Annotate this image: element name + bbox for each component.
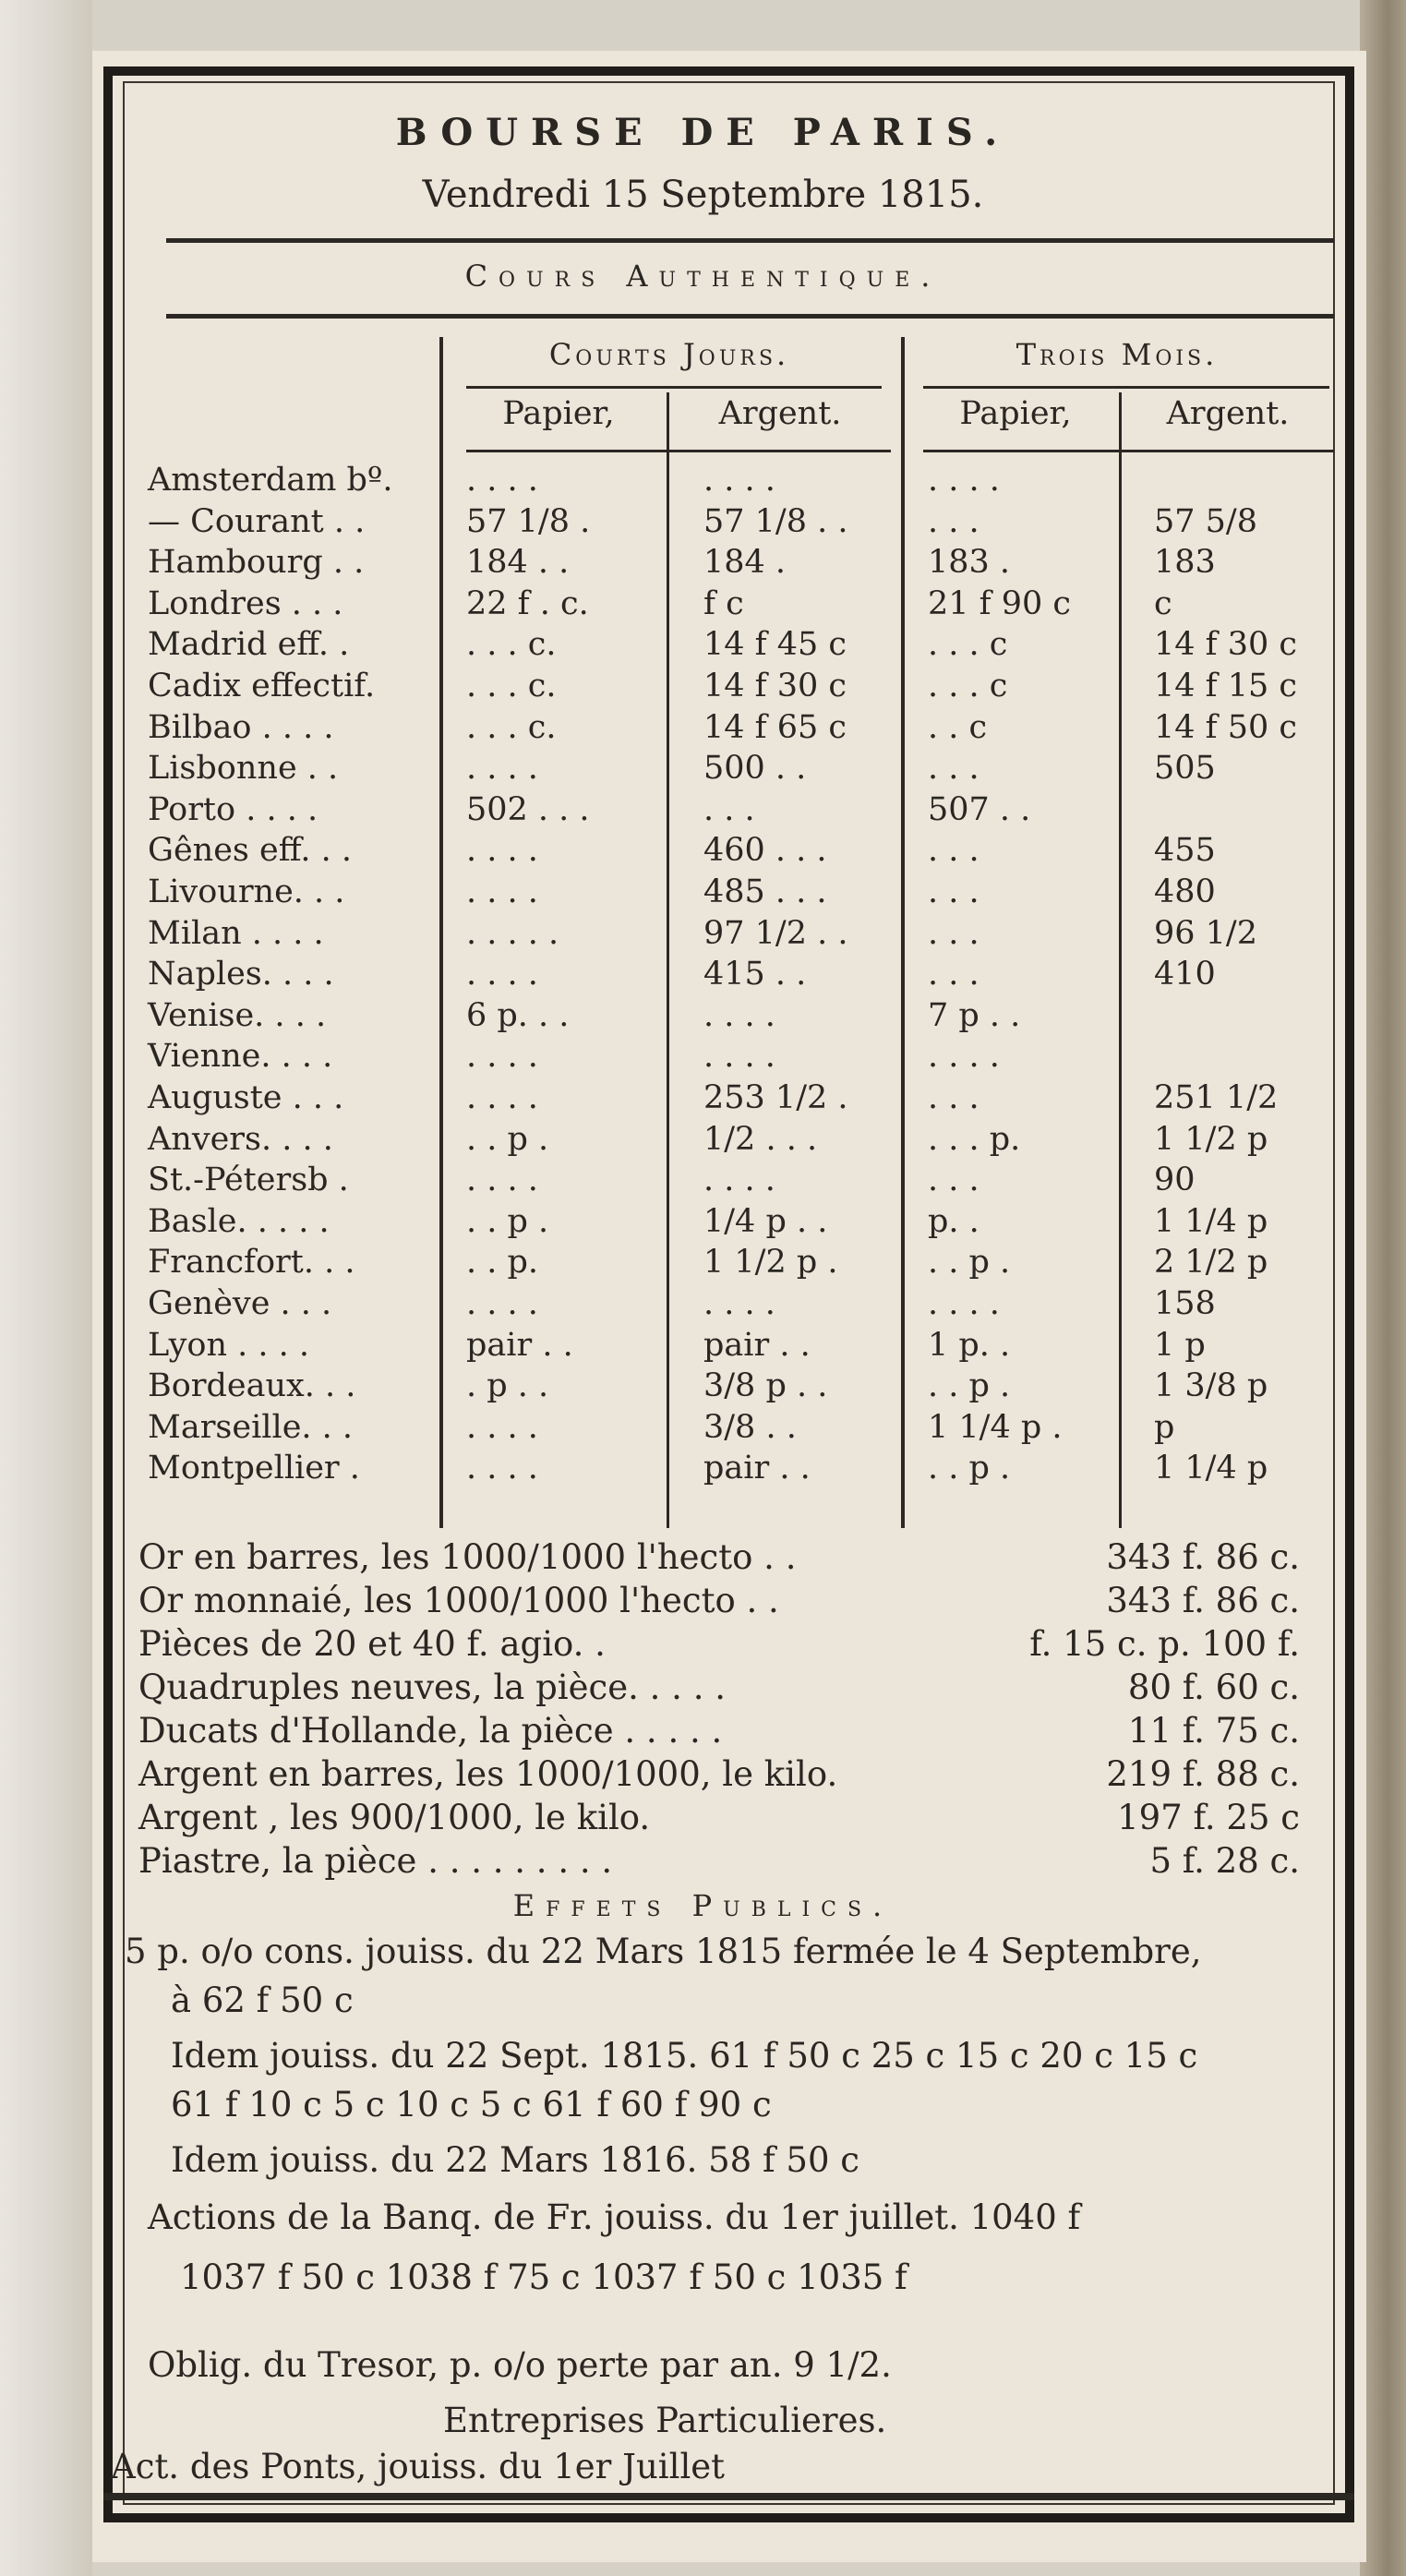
metal-label: Or monnaié, les 1000/1000 l'hecto . . [138,1581,779,1620]
col-header-tm-argent: Argent. [1166,395,1290,432]
row-city: Marseille. . . [148,1408,354,1446]
row-city: St.-Pétersb . [148,1162,349,1199]
cell-tm-papier: 7 p . . [928,996,1021,1034]
cell-cj-argent: pair . . [703,1450,811,1487]
metal-label: Argent , les 900/1000, le kilo. [138,1798,651,1837]
metal-label: Pièces de 20 et 40 f. agio. . [138,1624,606,1664]
row-city: Francfort. . . [148,1244,355,1282]
metal-label: Or en barres, les 1000/1000 l'hecto . . [138,1537,797,1577]
cell-tm-argent: 1 p [1154,1326,1206,1364]
cell-cj-papier: . . . . [466,1038,538,1076]
cell-tm-papier: . . . . [928,462,1000,499]
cell-cj-argent: 485 . . . [703,873,827,910]
row-city: Hambourg . . [148,544,365,582]
col-header-cj-papier: Papier, [502,395,615,432]
row-city: Genève . . . [148,1285,332,1322]
metal-value: 343 f. 86 c. [1106,1537,1300,1577]
cell-cj-argent: 1 1/2 p . [703,1244,838,1282]
cell-tm-argent: 410 [1154,956,1216,993]
effets-publics-title: Effets Publics. [512,1888,894,1923]
row-city: Madrid eff. . [148,626,350,664]
cell-cj-papier: . . . . [466,1408,538,1446]
effets-line: Actions de la Banq. de Fr. jouiss. du 1er juillet. 1040 f [148,2197,1081,2237]
row-city: Auguste . . . [148,1079,344,1116]
metal-value: 5 f. 28 c. [1149,1841,1300,1881]
cell-cj-argent: pair . . [703,1326,811,1364]
metal-value: 343 f. 86 c. [1106,1581,1300,1620]
cell-cj-papier: 57 1/8 . [466,502,591,540]
metal-value: 11 f. 75 c. [1127,1711,1300,1751]
cell-cj-papier: . . . . [466,956,538,993]
metal-label: Piastre, la pièce . . . . . . . . . [138,1841,613,1881]
cell-tm-papier: p. . [928,1202,979,1240]
cell-tm-papier: . . . [928,1079,979,1116]
cell-cj-argent: 1/2 . . . [703,1120,818,1158]
cell-cj-papier: . . . c. [466,708,557,746]
col-divider-3 [901,337,905,1528]
metal-value: 80 f. 60 c. [1127,1667,1300,1707]
cell-tm-papier: 1 p. . [928,1326,1011,1364]
cell-cj-argent: 500 . . [703,750,807,788]
cell-tm-papier: . . . [928,956,979,993]
cell-cj-papier: . . . . [466,832,538,870]
cell-cj-papier: 502 . . . [466,790,590,828]
page-date: Vendredi 15 Septembre 1815. [422,174,984,216]
effets-line: à 62 f 50 c [171,1980,354,2020]
row-city: Venise. . . . [148,996,327,1034]
row-city: Montpellier . [148,1450,360,1487]
cell-cj-papier: . . . . [466,1450,538,1487]
row-city: Gênes eff. . . [148,832,352,870]
cell-tm-argent: 158 [1154,1285,1216,1322]
cell-tm-argent: 2 1/2 p [1154,1244,1268,1282]
cell-cj-argent: . . . . [703,1162,775,1199]
col-header-cj-argent: Argent. [718,395,842,432]
cell-cj-papier: 184 . . [466,544,570,582]
col-divider-1 [439,337,443,1528]
cell-cj-argent: 1/4 p . . [703,1202,828,1240]
cell-cj-argent: f c [703,584,744,622]
page-title: BOURSE DE PARIS. [395,111,1011,154]
cell-cj-papier: . . . . [466,873,538,910]
cell-cj-papier: . . . . [466,1162,538,1199]
cell-cj-papier: . . . c. [466,668,557,704]
cell-cj-papier: 22 f . c. [466,584,589,622]
cell-tm-argent: p [1154,1408,1175,1446]
cell-tm-argent: 1 3/8 p [1154,1367,1268,1405]
cell-cj-argent: . . . [703,790,755,828]
col-header-tm-papier: Papier, [959,395,1072,432]
row-city: Amsterdam bº. [148,462,393,499]
cell-cj-argent: 14 f 30 c [703,668,847,704]
section-cours-title: Cours Authentique. [464,259,942,294]
cell-tm-argent: 183 [1154,544,1216,582]
cell-tm-argent: 1 1/2 p [1154,1120,1268,1158]
page-edge-left [0,0,92,2576]
cell-cj-papier: . . . . [466,462,538,499]
cell-tm-argent: 14 f 50 c [1154,708,1298,746]
cell-cj-argent: . . . . [703,1038,775,1076]
row-city: Londres . . . [148,584,343,622]
cell-cj-argent: 14 f 65 c [703,708,847,746]
rule-under-cours [166,314,1334,319]
cell-tm-argent: 1 1/4 p [1154,1450,1268,1487]
cell-cj-papier: . . . c. [466,626,557,664]
cell-tm-papier: 21 f 90 c [928,584,1072,622]
cell-tm-argent: 455 [1154,832,1216,870]
cell-tm-papier: . . . [928,750,979,788]
cell-tm-papier: . . . [928,914,979,952]
cell-cj-papier: . . . . [466,750,538,788]
cell-tm-papier: . . . c [928,626,1008,664]
rule-colhead-1 [466,450,891,452]
rule-group-2 [923,386,1329,389]
row-city: Naples. . . . [148,956,334,993]
cell-tm-papier: . . . . [928,1038,1000,1076]
cell-tm-argent: 1 1/4 p [1154,1202,1268,1240]
effets-line: Oblig. du Tresor, p. o/o perte par an. 9 1/2. [148,2345,892,2385]
effets-line: Idem jouiss. du 22 Sept. 1815. 61 f 50 c 25 c 15 c 20 c 15 c [171,2036,1198,2076]
cell-tm-argent: 251 1/2 [1154,1079,1279,1116]
row-city: Bordeaux. . . [148,1367,356,1405]
metal-label: Quadruples neuves, la pièce. . . . . [138,1667,726,1707]
rule-group-1 [466,386,882,389]
metal-value: 197 f. 25 c [1117,1798,1300,1837]
cell-tm-argent: c [1154,584,1172,622]
cell-tm-papier: . . . [928,832,979,870]
row-city: Basle. . . . . [148,1202,330,1240]
cell-tm-papier: . . . . [928,1285,1000,1322]
col-divider-2 [667,392,669,1528]
cell-tm-papier: . . . [928,873,979,910]
cell-cj-argent: 253 1/2 . [703,1079,848,1116]
cell-cj-argent: . . . . [703,1285,775,1322]
cell-cj-argent: 97 1/2 . . [703,914,848,952]
cell-tm-papier: . . c [928,708,988,746]
cell-tm-papier: 1 1/4 p . [928,1408,1063,1446]
row-city: Lisbonne . . [148,750,339,788]
metal-value: f. 15 c. p. 100 f. [1029,1624,1300,1664]
effets-line: 5 p. o/o cons. jouiss. du 22 Mars 1815 fermée le 4 Septembre, [125,1932,1202,1971]
cell-tm-papier: . . . p. [928,1120,1021,1158]
row-city: — Courant . . [148,502,366,540]
metal-label: Ducats d'Hollande, la pièce . . . . . [138,1711,723,1751]
rule-bottom [103,2493,1354,2500]
cell-cj-papier: . . p. [466,1244,539,1282]
page-edge-right [1360,0,1406,2576]
cell-cj-papier: pair . . [466,1326,573,1364]
cell-tm-argent: 57 5/8 [1154,502,1257,540]
col-divider-4 [1119,392,1122,1528]
effets-line: Idem jouiss. du 22 Mars 1816. 58 f 50 c [171,2140,859,2180]
row-city: Cadix effectif. [148,668,376,704]
effets-line: 1037 f 50 c 1038 f 75 c 1037 f 50 c 1035 f [180,2257,907,2297]
cell-cj-papier: . . p . [466,1120,549,1158]
cell-cj-papier: . p . . [466,1367,549,1405]
rule-top [166,238,1334,243]
cell-cj-argent: 415 . . [703,956,807,993]
cell-tm-argent: 505 [1154,750,1216,788]
effets-subtitle: Entreprises Particulieres. [443,2401,887,2440]
cell-cj-argent: 3/8 . . [703,1408,797,1446]
row-city: Vienne. . . . [148,1038,333,1076]
cell-tm-papier: 507 . . [928,790,1031,828]
cell-cj-papier: . . p . [466,1202,549,1240]
cell-cj-argent: 3/8 p . . [703,1367,828,1405]
row-city: Lyon . . . . [148,1326,310,1364]
cell-tm-argent: 96 1/2 [1154,914,1257,952]
cell-cj-argent: 184 . [703,544,787,582]
cell-tm-papier: 183 . [928,544,1011,582]
cell-cj-argent: 57 1/8 . . [703,502,848,540]
cell-tm-argent: 480 [1154,873,1216,910]
cell-cj-papier: . . . . . [466,914,559,952]
row-city: Milan . . . . [148,914,324,952]
cell-tm-papier: . . p . [928,1450,1011,1487]
cell-cj-argent: . . . . [703,462,775,499]
cell-tm-argent: 14 f 30 c [1154,626,1298,664]
cell-tm-papier: . . . [928,1162,979,1199]
row-city: Anvers. . . . [148,1120,333,1158]
cell-cj-argent: 14 f 45 c [703,626,847,664]
effets-line: Act. des Ponts, jouiss. du 1er Juillet [111,2447,726,2486]
cell-tm-papier: . . . [928,502,979,540]
group-header-trois-mois: Trois Mois. [1015,337,1219,372]
cell-tm-papier: . . p . [928,1367,1011,1405]
row-city: Livourne. . . [148,873,345,910]
group-header-courts-jours: Courts Jours. [548,337,790,372]
metal-value: 219 f. 88 c. [1106,1754,1300,1794]
cell-tm-papier: . . . c [928,668,1008,704]
row-city: Porto . . . . [148,790,318,828]
rule-colhead-2 [923,450,1334,452]
row-city: Bilbao . . . . [148,708,334,746]
cell-tm-argent: 90 [1154,1162,1196,1199]
cell-cj-papier: . . . . [466,1079,538,1116]
effets-line: 61 f 10 c 5 c 10 c 5 c 61 f 60 f 90 c [171,2085,772,2125]
cell-cj-papier: . . . . [466,1285,538,1322]
metal-label: Argent en barres, les 1000/1000, le kilo. [138,1754,838,1794]
cell-cj-argent: . . . . [703,996,775,1034]
cell-tm-papier: . . p . [928,1244,1011,1282]
cell-tm-argent: 14 f 15 c [1154,668,1298,704]
cell-cj-argent: 460 . . . [703,832,827,870]
cell-cj-papier: 6 p. . . [466,996,570,1034]
